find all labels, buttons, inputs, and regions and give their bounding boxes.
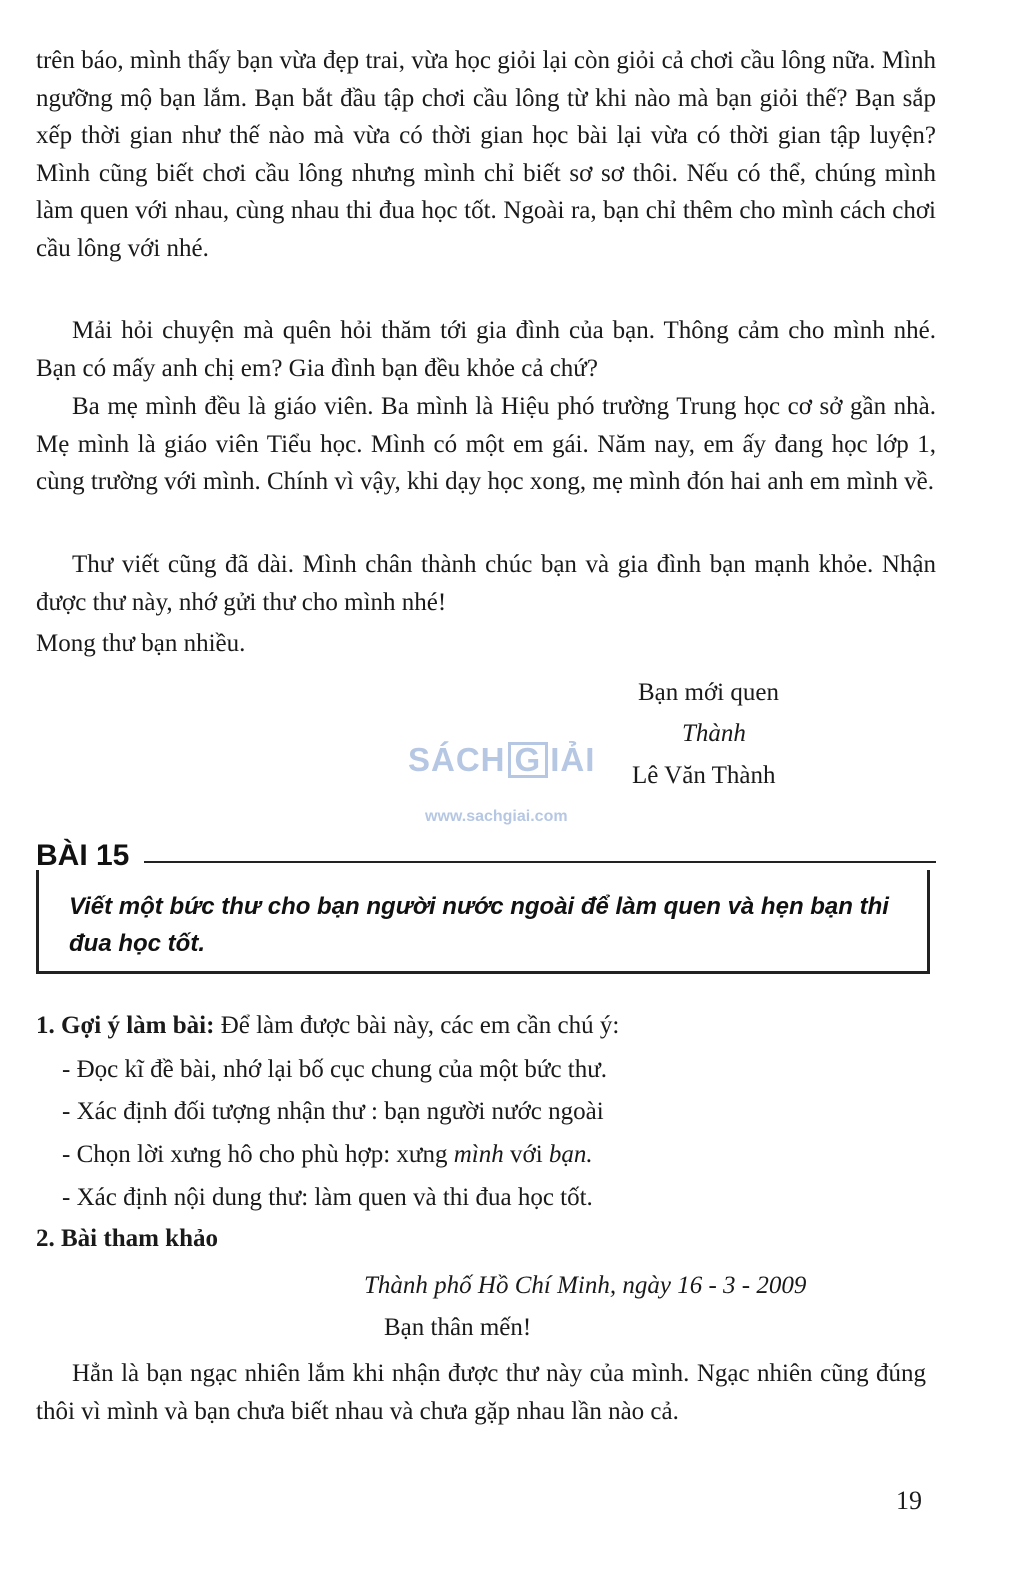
- guide-heading: 1. Gợi ý làm bài:: [36, 1012, 215, 1039]
- sender-title: Bạn mới quen: [638, 679, 779, 706]
- letter-paragraph-2: Mải hỏi chuyện mà quên hỏi thăm tới gia đình của bạn. Thông cảm cho mình nhé. Bạn có mấy anh chị em? Gia đình bạn đều khỏe cả chứ?: [36, 317, 936, 382]
- task-prompt: Viết một bức thư cho bạn người nước ngoài để làm quen và hẹn bạn thi đua học tốt.: [69, 893, 889, 957]
- letter-paragraph-1: trên báo, mình thấy bạn vừa đẹp trai, vừa học giỏi lại còn giỏi cả chơi cầu lông nữa. Mình ngưỡng mộ bạn lắm. Bạn bắt đầu tập chơi cầu lông từ khi nào mà bạn giỏi thế? Bạn sắp xếp thời gian như thế nào mà vừa có thời gian học bài lại vừa có thời gian tập luyện? Mình cũng biết chơi cầu lông nhưng mình chỉ biết sơ sơ thôi. Nếu có thể, chúng mình làm quen với nhau, cùng nhau thi đua học tốt. Ngoài ra, bạn chỉ thêm cho mình cách chơi cầu lông với nhé.: [36, 47, 936, 262]
- reference-greeting: Bạn thân mến!: [384, 1314, 532, 1341]
- page-number: 19: [896, 1486, 922, 1515]
- reference-dateline: Thành phố Hồ Chí Minh, ngày 16 - 3 - 2009: [364, 1272, 807, 1299]
- watermark-logo: [408, 740, 595, 780]
- letter-closing: Mong thư bạn nhiều.: [36, 630, 246, 657]
- section-title: BÀI 15: [36, 839, 130, 872]
- guide-item-1: - Đọc kĩ đề bài, nhớ lại bố cục chung của một bức thư.: [62, 1056, 608, 1083]
- guide-line: [36, 1010, 619, 1042]
- guide-item-3: [62, 1139, 593, 1171]
- guide-item-3-em1: mình: [453, 1141, 504, 1168]
- reference-heading: 2. Bài tham khảo: [36, 1225, 218, 1252]
- sender-full-name: Lê Văn Thành: [632, 762, 776, 789]
- letter-paragraph-4: Thư viết cũng đã dài. Mình chân thành chúc bạn và gia đình bạn mạnh khỏe. Nhận được thư này, nhớ gửi thư cho mình nhé!: [36, 551, 936, 616]
- section-rule: [144, 861, 936, 863]
- guide-item-4: - Xác định nội dung thư: làm quen và thi đua học tốt.: [62, 1184, 593, 1211]
- guide-item-3-text: - Chọn lời xưng hô cho phù hợp: xưng: [62, 1141, 454, 1168]
- letter-paragraph-3: Ba mẹ mình đều là giáo viên. Ba mình là Hiệu phó trường Trung học cơ sở gần nhà. Mẹ mình là giáo viên Tiểu học. Mình có một em gái. Năm nay, em ấy đang học lớp 1, cùng trường với mình. Chính vì vậy, khi dạy học xong, mẹ mình đón hai anh em mình về.: [36, 393, 936, 495]
- guide-item-3-mid: với: [503, 1141, 549, 1168]
- watermark-box-letter: G: [508, 742, 549, 778]
- watermark-text-left: SÁCH: [408, 741, 506, 778]
- guide-item-3-em2: bạn.: [548, 1141, 593, 1168]
- guide-item-2: - Xác định đối tượng nhận thư : bạn người nước ngoài: [62, 1098, 604, 1125]
- watermark-text-right: IẢI: [550, 741, 596, 778]
- reference-paragraph-1: Hẳn là bạn ngạc nhiên lắm khi nhận được thư này của mình. Ngạc nhiên cũng đúng thôi vì mình và bạn chưa biết nhau và chưa gặp nhau lần nào cả.: [36, 1360, 926, 1425]
- signed-name: Thành: [682, 720, 746, 747]
- task-box: [36, 870, 930, 974]
- guide-intro: Để làm được bài này, các em cần chú ý:: [220, 1012, 620, 1039]
- watermark-url: www.sachgiai.com: [425, 808, 568, 825]
